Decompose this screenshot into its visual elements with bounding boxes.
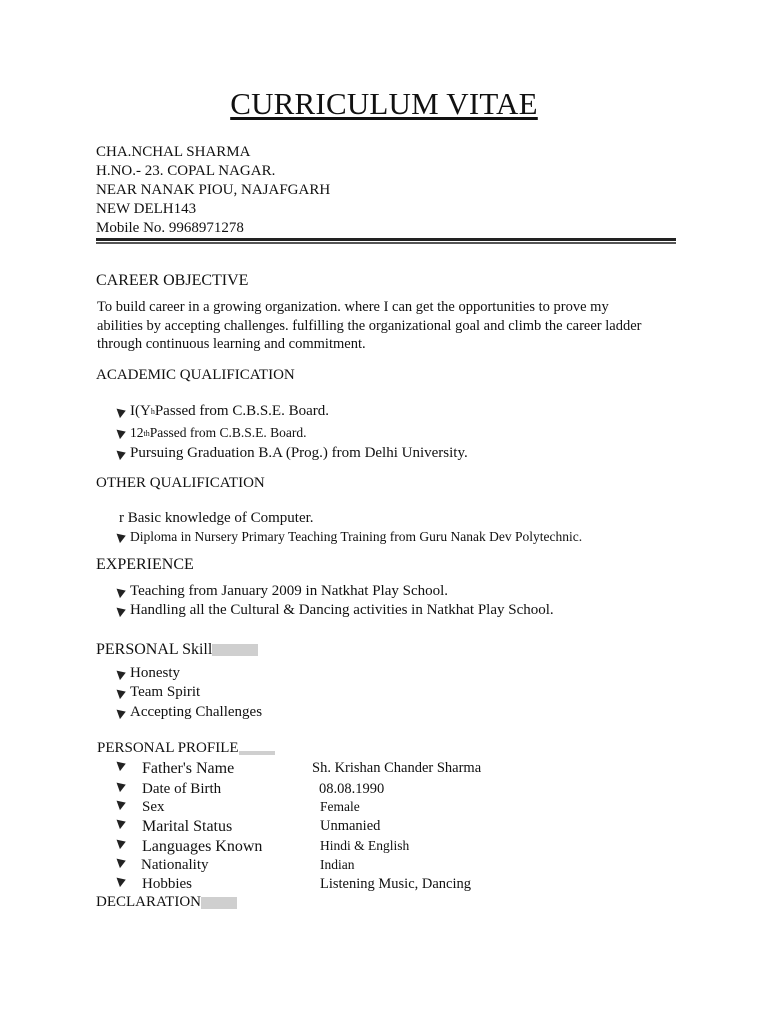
- academic-item: [118, 445, 468, 462]
- profile-row: [118, 760, 482, 777]
- arrow-bullet-icon: [117, 837, 128, 849]
- profile-label: Father's Name: [142, 760, 235, 777]
- scan-smudge: [201, 897, 237, 909]
- profile-row: [118, 857, 355, 873]
- profile-label: Hobbies: [142, 876, 192, 892]
- skill-item-text: Team Spirit: [130, 684, 201, 700]
- academic-item-sup: h: [150, 407, 155, 416]
- document-title: CURRICULUM VITAE: [230, 86, 538, 121]
- contact-mobile: Mobile No. 9968971278: [96, 220, 244, 236]
- personal-skill-heading-text: PERSONAL Skill: [96, 641, 213, 658]
- academic-item-prefix: I(Y: [130, 403, 151, 419]
- contact-name: CHA.NCHAL SHARMA: [96, 144, 251, 160]
- declaration-heading: [96, 894, 237, 911]
- experience-heading: EXPERIENCE: [96, 556, 194, 573]
- personal-profile-heading-text: PERSONAL PROFILE: [97, 740, 239, 756]
- profile-row: [118, 838, 410, 855]
- academic-item-text: Pursuing Graduation B.A (Prog.) from Delhi University.: [130, 445, 468, 461]
- declaration-heading-text: DECLARATION: [96, 894, 201, 910]
- experience-item-text: Teaching from January 2009 in Natkhat Play School.: [130, 583, 449, 599]
- experience-item-text: Handling all the Cultural & Dancing activities in Natkhat Play School.: [130, 602, 554, 618]
- other-item-text: r Basic knowledge of Computer.: [119, 510, 314, 526]
- profile-label: Languages Known: [142, 838, 263, 855]
- profile-value: Indian: [320, 857, 355, 872]
- other-qualification-heading: OTHER QUALIFICATION: [96, 475, 265, 491]
- header-rule: [96, 238, 676, 241]
- profile-value: Hindi & English: [320, 838, 410, 853]
- arrow-bullet-icon: [117, 531, 128, 543]
- arrow-bullet-icon: [117, 798, 128, 810]
- contact-address-line3: NEW DELH143: [96, 201, 197, 217]
- arrow-bullet-icon: [117, 856, 128, 868]
- experience-item: [118, 602, 554, 619]
- arrow-bullet-icon: [117, 706, 128, 718]
- scan-smudge: [212, 644, 258, 656]
- header-rule-secondary: [96, 242, 676, 244]
- experience-item: [118, 583, 448, 600]
- academic-heading: ACADEMIC QUALIFICATION: [96, 367, 295, 383]
- skill-item-text: Accepting Challenges: [130, 704, 263, 720]
- arrow-bullet-icon: [117, 780, 128, 792]
- profile-label: Marital Status: [142, 818, 233, 835]
- profile-label: Date of Birth: [142, 781, 222, 797]
- profile-value: 08.08.1990: [319, 781, 385, 797]
- profile-row: [118, 781, 385, 797]
- profile-value: Female: [320, 799, 360, 814]
- skill-item: [118, 684, 200, 701]
- academic-item-text: Passed from C.B.S.E. Board.: [154, 403, 329, 419]
- arrow-bullet-icon: [117, 405, 128, 417]
- profile-value: Listening Music, Dancing: [320, 876, 472, 892]
- arrow-bullet-icon: [117, 686, 128, 698]
- academic-item-prefix: 12: [130, 425, 144, 440]
- other-item-text: Diploma in Nursery Primary Teaching Training from Guru Nanak Dev Polytechnic.: [130, 529, 583, 544]
- personal-profile-heading: [97, 740, 275, 757]
- arrow-bullet-icon: [117, 604, 128, 616]
- career-objective-text: To build career in a growing organization. where I can get the opportunities to prove my abilities by accepting challenges. fulfilling the organizational goal and climb the career ladder through continuous learning and commitment.: [97, 299, 642, 352]
- other-item: [119, 510, 314, 527]
- profile-value: Unmanied: [320, 818, 381, 834]
- arrow-bullet-icon: [117, 427, 128, 439]
- profile-label: Sex: [142, 799, 165, 815]
- profile-label: Nationality: [141, 857, 209, 873]
- skill-item: [118, 665, 180, 682]
- contact-address-line2: NEAR NANAK PIOU, NAJAFGARH: [96, 182, 331, 198]
- arrow-bullet-icon: [117, 875, 128, 887]
- academic-item-text: Passed from C.B.S.E. Board.: [149, 425, 307, 440]
- arrow-bullet-icon: [117, 667, 128, 679]
- career-objective-heading: CAREER OBJECTIVE: [96, 272, 249, 289]
- academic-item-sup: th: [143, 428, 150, 438]
- arrow-bullet-icon: [117, 759, 128, 771]
- contact-address-line1: H.NO.- 23. COPAL NAGAR.: [96, 163, 276, 179]
- profile-value: Sh. Krishan Chander Sharma: [312, 760, 482, 776]
- skill-item: [118, 704, 262, 721]
- skill-item-text: Honesty: [130, 665, 180, 681]
- arrow-bullet-icon: [117, 585, 128, 597]
- other-item: [118, 529, 582, 545]
- scan-smudge: [239, 751, 275, 755]
- arrow-bullet-icon: [117, 447, 128, 459]
- arrow-bullet-icon: [117, 817, 128, 829]
- academic-item: [118, 403, 329, 420]
- academic-item: [118, 425, 306, 441]
- personal-skill-heading: [96, 641, 258, 659]
- profile-row: [118, 799, 360, 815]
- profile-row: [118, 876, 472, 892]
- profile-row: [118, 818, 381, 835]
